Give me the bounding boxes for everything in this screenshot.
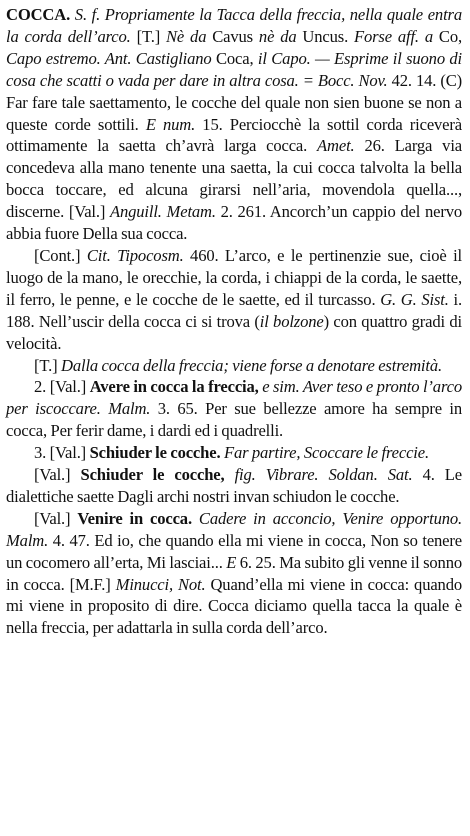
italic-text: Dalla cocca della freccia; viene forse a denotare estremità. (61, 355, 442, 375)
italic-text: e sim. Aver teso e pronto l’arco per iscoccare. Malm. (6, 377, 463, 419)
body-text: 4. Le dialettiche saette Dagli archi nostri invan schiudon le cocche. (6, 465, 462, 506)
sense-paragraph (6, 376, 462, 442)
body-text: 3. 65. Per sue bellezze amore ha sempre in cocca, Per ferir dame, i dardi ed i quadrelli. (6, 399, 463, 441)
body-text: 15. Perciocchè la sottil corda riceverà ottimamente la saetta ch’avrà larga cocca. (6, 114, 462, 156)
sense-paragraph (6, 442, 462, 464)
body-text: Co, (433, 26, 462, 46)
body-text: 460. L’arco, e le pertinenzie sue, cioè il luogo de la mano, le orecchie, la corda, i chiappi de la corda, le saette, il ferro, le penne, e le cocche de le saette, ed il turcasso. (6, 245, 462, 309)
body-text: 2. 261. Ancorch’un cappio del nervo abbia fuore Della sua cocca. (6, 202, 462, 244)
italic-text: Far partire, Scoccare le freccie. (220, 443, 429, 463)
headword-entry (6, 4, 462, 245)
body-text: 2. [Val.] (34, 377, 90, 397)
italic-text: Cit. Tipocosm. (86, 245, 184, 265)
italic-text: E (226, 552, 237, 572)
italic-text: S. f. Propriamente la Tacca della freccia, nella quale entra la corda dell’arco. (6, 5, 462, 46)
sense-paragraph (6, 245, 462, 355)
italic-text: E num. (145, 114, 196, 134)
lemma-text: Avere in cocca la freccia, (89, 377, 259, 397)
body-text: [T.] (130, 26, 166, 46)
italic-text: Nè da (166, 26, 207, 46)
italic-text: nè da (258, 26, 297, 46)
body-text: [Val.] (34, 465, 81, 485)
lemma-text: Schiuder le cocche, (80, 465, 225, 485)
body-text: Quand’ella mi viene in cocca: quando mi viene in proposito di dire. Cocca diciamo quella tacca la quale è nella freccia, per adattarla in sulla corda dell’arco. (6, 574, 462, 638)
body-text: 6. 25. Ma subito gli venne il sonno in cocca. [M.F.] (6, 552, 462, 594)
sense-paragraph (6, 508, 462, 639)
italic-text: G. G. Sist. (380, 289, 449, 309)
italic-text: il bolzone (259, 311, 324, 331)
lemma-text: Venire in cocca. (77, 508, 192, 528)
body-text: Coca, (211, 48, 258, 68)
lemma-text: Schiuder le cocche. (89, 443, 221, 463)
body-text: ) con quattro gradi di velocità. (6, 311, 462, 353)
italic-text: Amet. (317, 136, 355, 156)
body-text: i. 188. Nell’uscir della cocca ci si trova ( (6, 289, 462, 331)
body-text: 42. 14. (C) Far fare tale saettamento, le cocche del quale non sien buone se non a queste corde sottili. (6, 70, 463, 134)
italic-text: Forse aff. a (353, 26, 433, 46)
sense-paragraph (6, 355, 462, 377)
italic-text: il Capo. — Esprime il suono di cosa che scatti o vada per dare in altra cosa. = Bocc. Nov. (6, 48, 462, 90)
body-text: [Val.] (34, 508, 78, 528)
lemma-text: COCCA. (6, 5, 71, 24)
body-text: 26. Larga via concedeva alla mano tenente una saetta, la cui cocca talvolta la bella bocca toccare, ed alcuna girarsi nell’aria, movendola quella..., discerne. [Val.] (6, 136, 462, 222)
italic-text: Minucci, Not. (115, 574, 206, 594)
body-text: Uncus. (296, 26, 354, 46)
italic-text: Cadere in acconcio, Venire opportuno. Malm. (6, 508, 463, 550)
body-text: Cavus (206, 26, 259, 46)
sense-paragraph (6, 464, 462, 508)
body-text: [T.] (34, 355, 62, 375)
italic-text: fig. Vibrare. Soldan. Sat. (224, 465, 413, 485)
italic-text: Anguill. Metam. (110, 202, 216, 222)
body-text: [Cont.] (34, 245, 87, 265)
body-text: 3. [Val.] (34, 443, 90, 463)
italic-text: Capo estremo. Ant. Castigliano (6, 48, 212, 68)
body-text: 4. 47. Ed io, che quando ella mi viene in cocca, Non so tenere un cocomero all’erta, Mi lasciai... (6, 530, 462, 572)
